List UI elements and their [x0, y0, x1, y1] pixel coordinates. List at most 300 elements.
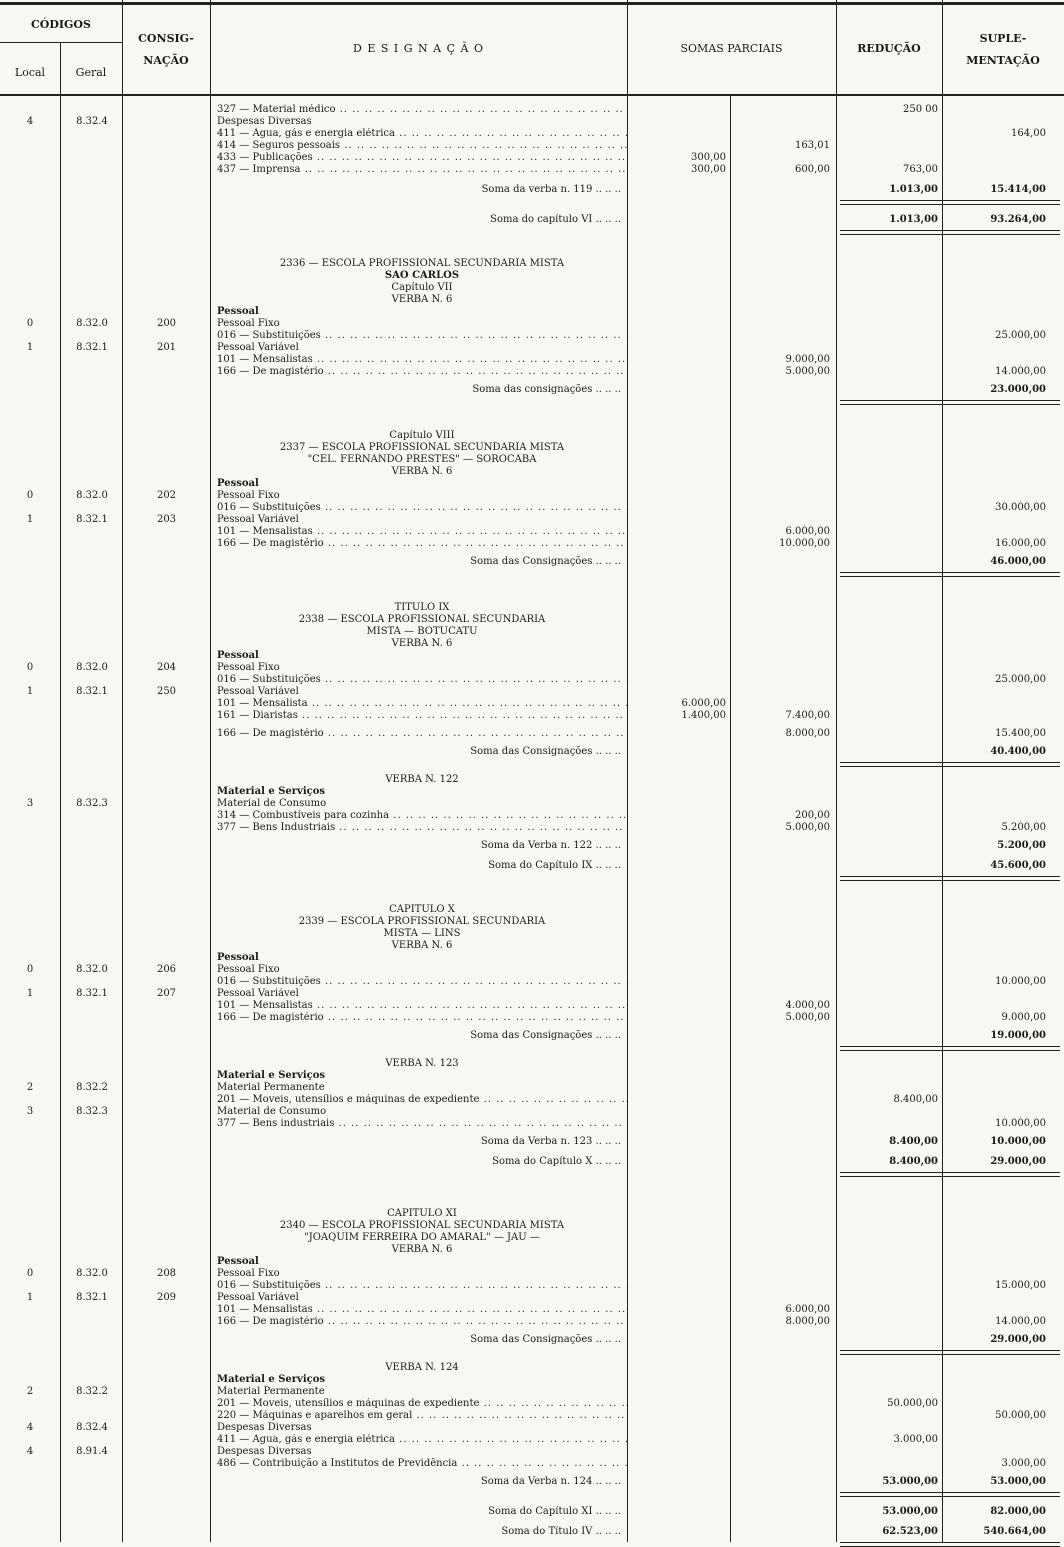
total-rule [840, 1046, 1060, 1047]
code-local: 0 [26, 490, 34, 501]
suplementacao-value: 29.000,00 [990, 1334, 1046, 1345]
suplementacao-value: 10.000,00 [990, 1136, 1046, 1147]
table-row [0, 1058, 1064, 1070]
designacao-text: Soma da verba n. 119 .. .. [217, 184, 627, 196]
total-rule [840, 1492, 1060, 1493]
total-rule [840, 1176, 1060, 1177]
table-row [0, 466, 1064, 478]
total-rule [840, 766, 1060, 767]
header-consignacao-1: CONSIG- [138, 32, 194, 45]
table-row [0, 306, 1064, 318]
consignacao-code: 204 [156, 662, 177, 673]
designacao-text: 377 — Bens industriais .. .. [217, 1118, 627, 1130]
designacao-text: Pessoal [217, 478, 259, 489]
designacao-text: Pessoal Variável [217, 514, 299, 525]
code-local: 0 [26, 1268, 34, 1279]
soma-parcial-2-value: 163,01 [795, 140, 830, 151]
table-row [0, 1280, 1064, 1292]
suplementacao-value: 10.000,00 [995, 976, 1046, 987]
designacao-text: 327 — Material médico .. .. [217, 104, 627, 116]
soma-parcial-2-value: 8.000,00 [785, 1316, 830, 1327]
table-row [0, 366, 1064, 378]
soma-parcial-1-value: 6.000,00 [681, 698, 726, 709]
header-geral: Geral [75, 66, 107, 79]
table-row [0, 928, 1064, 940]
designacao-text: Material de Consumo [217, 798, 327, 809]
designacao-text: Capítulo VIII [389, 430, 455, 441]
table-row [0, 860, 1064, 872]
table-row [0, 1292, 1064, 1304]
code-geral: 8.32.0 [76, 1268, 108, 1279]
code-local: 4 [26, 116, 34, 127]
designacao-text: 101 — Mensalistas .. .. [217, 1304, 627, 1316]
code-geral: 8.32.0 [76, 662, 108, 673]
designacao-text: 016 — Substituições .. .. [217, 976, 627, 988]
code-geral: 8.32.1 [76, 514, 108, 525]
table-row [0, 1256, 1064, 1268]
reducao-value: 1.013,00 [889, 184, 938, 195]
reducao-value: 8.400,00 [893, 1094, 938, 1105]
soma-parcial-1-value: 1.400,00 [681, 710, 726, 721]
reducao-value: 50.000,00 [887, 1398, 938, 1409]
designacao-text: Material e Serviços [217, 1374, 326, 1385]
header-somas-parciais: SOMAS PARCIAIS [680, 42, 783, 55]
table-row [0, 104, 1064, 116]
table-row [0, 270, 1064, 282]
designacao-text: 166 — De magistério .. .. [217, 366, 627, 378]
designacao-text: 016 — Substituições .. .. [217, 1280, 627, 1292]
suplementacao-value: 25.000,00 [995, 674, 1046, 685]
consignacao-code: 250 [156, 686, 177, 697]
table-row [0, 810, 1064, 822]
table-row [0, 330, 1064, 342]
code-geral: 8.32.1 [76, 988, 108, 999]
code-geral: 8.32.2 [76, 1386, 108, 1397]
table-row [0, 1362, 1064, 1374]
total-rule [840, 234, 1060, 235]
designacao-text: Soma da Verba n. 122 .. .. [217, 840, 627, 852]
table-row [0, 786, 1064, 798]
table-row [0, 1000, 1064, 1012]
table-row [0, 1334, 1064, 1346]
table-row [0, 214, 1064, 226]
designacao-text: Soma da Verba n. 123 .. .. [217, 1136, 627, 1148]
total-rule [840, 1496, 1060, 1497]
designacao-text: VERBA N. 6 [391, 638, 453, 649]
suplementacao-value: 5.200,00 [997, 840, 1046, 851]
consignacao-code: 207 [156, 988, 177, 999]
table-row [0, 1232, 1064, 1244]
code-local: 3 [26, 798, 34, 809]
reducao-value: 62.523,00 [882, 1526, 938, 1537]
table-row [0, 746, 1064, 758]
suplementacao-value: 10.000,00 [995, 1118, 1046, 1129]
table-row [0, 430, 1064, 442]
designacao-text: 101 — Mensalista .. .. [217, 698, 627, 710]
designacao-text: 201 — Moveis, utensílios e máquinas de expediente .. .. [217, 1398, 627, 1410]
suplementacao-value: 14.000,00 [995, 1316, 1046, 1327]
suplementacao-value: 15.000,00 [995, 1280, 1046, 1291]
table-row [0, 988, 1064, 1000]
designacao-text: Pessoal Fixo [217, 964, 280, 975]
designacao-text: 166 — De magistério .. .. [217, 1316, 627, 1328]
table-row [0, 258, 1064, 270]
table-row [0, 1094, 1064, 1106]
table-row [0, 916, 1064, 928]
designacao-text: 486 — Contribuição a Institutos de Previdência .. .. [217, 1458, 627, 1470]
designacao-text: Material de Consumo [217, 1106, 327, 1117]
designacao-text: 2338 — ESCOLA PROFISSIONAL SECUNDARIA [298, 614, 546, 625]
table-row [0, 526, 1064, 538]
code-geral: 8.32.4 [76, 116, 108, 127]
designacao-text: Pessoal Variável [217, 342, 299, 353]
code-local: 2 [26, 1082, 34, 1093]
soma-parcial-2-value: 5.000,00 [785, 366, 830, 377]
designacao-text: Soma do Capítulo IX .. .. [217, 860, 627, 872]
table-row [0, 140, 1064, 152]
total-rule [840, 204, 1060, 205]
code-local: 0 [26, 662, 34, 673]
header-suplementacao-2: MENTAÇÃO [966, 54, 1040, 67]
designacao-text: VERBA N. 124 [385, 1362, 459, 1373]
table-row [0, 1316, 1064, 1328]
table-row [0, 1220, 1064, 1232]
suplementacao-value: 29.000,00 [990, 1156, 1046, 1167]
designacao-text: Soma do Capítulo X .. .. [217, 1156, 627, 1168]
code-local: 0 [26, 318, 34, 329]
consignacao-code: 201 [156, 342, 177, 353]
suplementacao-value: 93.264,00 [990, 214, 1046, 225]
table-row [0, 1434, 1064, 1446]
designacao-text: Pessoal [217, 306, 259, 317]
reducao-value: 250 00 [903, 104, 938, 115]
suplementacao-value: 45.600,00 [990, 860, 1046, 871]
consignacao-code: 206 [156, 964, 177, 975]
table-row [0, 1398, 1064, 1410]
designacao-text: VERBA N. 6 [391, 294, 453, 305]
table-row [0, 478, 1064, 490]
table-row [0, 1012, 1064, 1024]
designacao-text: VERBA N. 123 [385, 1058, 459, 1069]
code-geral: 8.32.0 [76, 318, 108, 329]
designacao-text: 166 — De magistério .. .. [217, 728, 627, 740]
table-row [0, 1410, 1064, 1422]
designacao-text: 2339 — ESCOLA PROFISSIONAL SECUNDARIA [298, 916, 546, 927]
soma-parcial-2-value: 7.400,00 [785, 710, 830, 721]
code-local: 3 [26, 1106, 34, 1117]
designacao-text: VERBA N. 6 [391, 940, 453, 951]
designacao-text: 437 — Imprensa .. .. [217, 164, 627, 176]
table-row [0, 184, 1064, 196]
consignacao-code: 203 [156, 514, 177, 525]
designacao-text: VERBA N. 6 [391, 466, 453, 477]
designacao-text: Pessoal [217, 952, 259, 963]
suplementacao-value: 40.400,00 [990, 746, 1046, 757]
code-local: 1 [26, 514, 34, 525]
table-row [0, 698, 1064, 710]
table-row [0, 556, 1064, 568]
consignacao-code: 208 [156, 1268, 177, 1279]
designacao-text: 016 — Substituições .. .. [217, 674, 627, 686]
designacao-text: 411 — Agua, gás e energia elétrica .. .. [217, 1434, 627, 1446]
designacao-text: CAPÍTULO XI [387, 1208, 457, 1219]
code-geral: 8.32.3 [76, 798, 108, 809]
reducao-value: 1.013,00 [889, 214, 938, 225]
designacao-text: 101 — Mensalistas .. .. [217, 1000, 627, 1012]
code-local: 2 [26, 1386, 34, 1397]
designacao-text: Pessoal Fixo [217, 318, 280, 329]
designacao-text: VERBA N. 122 [385, 774, 459, 785]
soma-parcial-2-value: 5.000,00 [785, 1012, 830, 1023]
reducao-value: 3.000,00 [893, 1434, 938, 1445]
table-row [0, 1458, 1064, 1470]
designacao-text: Despesas Diversas [217, 1422, 312, 1433]
soma-parcial-2-value: 9.000,00 [785, 354, 830, 365]
table-row [0, 840, 1064, 852]
soma-parcial-2-value: 200,00 [795, 810, 830, 821]
designacao-text: 166 — De magistério .. .. [217, 538, 627, 550]
table-row [0, 1082, 1064, 1094]
designacao-text: SÃO CARLOS [384, 270, 460, 281]
designacao-text: Pessoal Variável [217, 686, 299, 697]
table-row [0, 1030, 1064, 1042]
table-row [0, 1374, 1064, 1386]
designacao-text: Soma das Consignações .. .. [217, 1030, 627, 1042]
table-row [0, 454, 1064, 466]
table-row [0, 940, 1064, 952]
total-rule [840, 572, 1060, 573]
designacao-text: VERBA N. 6 [391, 1244, 453, 1255]
table-row [0, 1136, 1064, 1148]
total-rule [840, 876, 1060, 877]
header-local: Local [14, 66, 46, 79]
designacao-text: Pessoal Fixo [217, 662, 280, 673]
code-local: 1 [26, 686, 34, 697]
designacao-text: Pessoal Variável [217, 1292, 299, 1303]
table-row [0, 442, 1064, 454]
reducao-value: 53.000,00 [882, 1506, 938, 1517]
designacao-text: 2340 — ESCOLA PROFISSIONAL SECUNDARIA MISTA [279, 1220, 565, 1231]
suplementacao-value: 9.000,00 [1001, 1012, 1046, 1023]
suplementacao-value: 23.000,00 [990, 384, 1046, 395]
table-row [0, 904, 1064, 916]
soma-parcial-2-value: 4.000,00 [785, 1000, 830, 1011]
designacao-text: Material Permanente [217, 1386, 325, 1397]
table-row [0, 164, 1064, 176]
suplementacao-value: 46.000,00 [990, 556, 1046, 567]
soma-parcial-2-value: 5.000,00 [785, 822, 830, 833]
soma-parcial-1-value: 300,00 [691, 164, 726, 175]
table-row [0, 128, 1064, 140]
designacao-text: "JOAQUIM FERREIRA DO AMARAL" — JAÚ — [304, 1232, 540, 1243]
code-geral: 8.32.1 [76, 342, 108, 353]
table-row [0, 798, 1064, 810]
designacao-text: Pessoal [217, 650, 259, 661]
total-rule [840, 1050, 1060, 1051]
table-row [0, 976, 1064, 988]
designacao-text: Material Permanente [217, 1082, 325, 1093]
designacao-text: Pessoal Fixo [217, 1268, 280, 1279]
total-rule [840, 1172, 1060, 1173]
code-local: 1 [26, 342, 34, 353]
suplementacao-value: 53.000,00 [990, 1476, 1046, 1487]
table-row [0, 152, 1064, 164]
code-geral: 8.32.4 [76, 1422, 108, 1433]
designacao-text: Soma das Consignações .. .. [217, 556, 627, 568]
header-reducao: REDUÇÃO [857, 42, 921, 55]
table-row [0, 1446, 1064, 1458]
designacao-text: 016 — Substituições .. .. [217, 502, 627, 514]
reducao-value: 8.400,00 [889, 1136, 938, 1147]
code-local: 4 [26, 1446, 34, 1457]
designacao-text: Despesas Diversas [217, 1446, 312, 1457]
table-row [0, 1304, 1064, 1316]
code-local: 0 [26, 964, 34, 975]
designacao-text: MISTA — LINS [383, 928, 461, 939]
designacao-text: 166 — De magistério .. .. [217, 1012, 627, 1024]
designacao-text: Material e Serviços [217, 1070, 326, 1081]
designacao-text: Soma do Capítulo XI .. .. [217, 1506, 627, 1518]
total-rule [840, 230, 1060, 231]
table-row [0, 614, 1064, 626]
table-row [0, 490, 1064, 502]
table-row [0, 662, 1064, 674]
designacao-text: Soma da Verba n. 124 .. .. [217, 1476, 627, 1488]
designacao-text: 016 — Substituições .. .. [217, 330, 627, 342]
table-row [0, 1070, 1064, 1082]
table-row [0, 964, 1064, 976]
table-row [0, 686, 1064, 698]
designacao-text: 314 — Combustíveis para cozinha .. .. [217, 810, 627, 822]
designacao-text: CAPÍTULO X [389, 904, 455, 915]
designacao-text: 101 — Mensalistas .. .. [217, 354, 627, 366]
code-local: 1 [26, 1292, 34, 1303]
suplementacao-value: 82.000,00 [990, 1506, 1046, 1517]
table-row [0, 728, 1064, 740]
header-consignacao-2: NAÇÃO [143, 54, 189, 67]
table-row [0, 502, 1064, 514]
designacao-text: 220 — Máquinas e aparelhos em geral .. .. [217, 1410, 627, 1422]
table-row [0, 1156, 1064, 1168]
code-local: 4 [26, 1422, 34, 1433]
suplementacao-value: 540.664,00 [983, 1526, 1046, 1537]
header-designacao: D E S I G N A Ç Ã O [353, 42, 484, 55]
table-row [0, 354, 1064, 366]
table-row [0, 1386, 1064, 1398]
table-row [0, 1106, 1064, 1118]
designacao-text: 414 — Seguros pessoais .. .. [217, 140, 627, 152]
designacao-text: Pessoal Variável [217, 988, 299, 999]
designacao-text: 411 — Agua, gás e energia elétrica .. .. [217, 128, 627, 140]
consignacao-code: 209 [156, 1292, 177, 1303]
table-row [0, 1208, 1064, 1220]
table-row [0, 1476, 1064, 1488]
table-row [0, 774, 1064, 786]
table-row [0, 952, 1064, 964]
designacao-text: Soma das Consignações .. .. [217, 1334, 627, 1346]
suplementacao-value: 50.000,00 [995, 1410, 1046, 1421]
total-rule [840, 880, 1060, 881]
table-row [0, 1268, 1064, 1280]
suplementacao-value: 3.000,00 [1001, 1458, 1046, 1469]
soma-parcial-2-value: 6.000,00 [785, 1304, 830, 1315]
table-row [0, 710, 1064, 722]
codigos-divider [0, 42, 122, 43]
table-row [0, 538, 1064, 550]
table-row [0, 318, 1064, 330]
total-rule [840, 576, 1060, 577]
designacao-text: Capítulo VII [391, 282, 453, 293]
suplementacao-value: 19.000,00 [990, 1030, 1046, 1041]
consignacao-code: 200 [156, 318, 177, 329]
designacao-text: Pessoal Fixo [217, 490, 280, 501]
designacao-text: "CEL. FERNANDO PRESTES" — SOROCABA [307, 454, 537, 465]
suplementacao-value: 16.000,00 [995, 538, 1046, 549]
designacao-text: 2336 — ESCOLA PROFISSIONAL SECUNDARIA MISTA [279, 258, 565, 269]
designacao-text: MISTA — BOTUCATU [366, 626, 478, 637]
soma-parcial-2-value: 6.000,00 [785, 526, 830, 537]
soma-parcial-2-value: 600,00 [795, 164, 830, 175]
table-row [0, 638, 1064, 650]
total-rule [840, 1350, 1060, 1351]
code-geral: 8.32.1 [76, 686, 108, 697]
designacao-text: Soma do capítulo VI .. .. [217, 214, 627, 226]
designacao-text: Soma do Título IV .. .. [217, 1526, 627, 1538]
code-geral: 8.91.4 [76, 1446, 108, 1457]
suplementacao-value: 15.414,00 [990, 184, 1046, 195]
reducao-value: 8.400,00 [889, 1156, 938, 1167]
table-row [0, 626, 1064, 638]
total-rule [840, 404, 1060, 405]
table-row [0, 1526, 1064, 1538]
suplementacao-value: 25.000,00 [995, 330, 1046, 341]
suplementacao-value: 15.400,00 [995, 728, 1046, 739]
table-row [0, 342, 1064, 354]
designacao-text: Material e Serviços [217, 786, 326, 797]
designacao-text: 2337 — ESCOLA PROFISSIONAL SECUNDARIA MISTA [279, 442, 565, 453]
table-row [0, 1244, 1064, 1256]
total-rule [840, 762, 1060, 763]
designacao-text: 101 — Mensalistas .. .. [217, 526, 627, 538]
code-geral: 8.32.0 [76, 964, 108, 975]
header-codigos: CÓDIGOS [31, 18, 91, 31]
total-rule [840, 1542, 1060, 1543]
designacao-text: 161 — Diaristas .. .. [217, 710, 627, 722]
header-bottom-border [0, 94, 1064, 96]
header-suplementacao-1: SUPLE- [979, 32, 1027, 45]
designacao-text: Pessoal [217, 1256, 259, 1267]
table-row [0, 822, 1064, 834]
table-row [0, 1506, 1064, 1518]
table-row [0, 514, 1064, 526]
table-row [0, 650, 1064, 662]
soma-parcial-2-value: 8.000,00 [785, 728, 830, 739]
soma-parcial-2-value: 10.000,00 [779, 538, 830, 549]
total-rule [840, 400, 1060, 401]
code-geral: 8.32.1 [76, 1292, 108, 1303]
designacao-text: 201 — Moveis, utensílios e máquinas de expediente .. .. [217, 1094, 627, 1106]
table-row [0, 674, 1064, 686]
code-local: 1 [26, 988, 34, 999]
table-row [0, 1118, 1064, 1130]
top-border [0, 2, 1064, 5]
suplementacao-value: 14.000,00 [995, 366, 1046, 377]
table-row [0, 1422, 1064, 1434]
table-row [0, 602, 1064, 614]
designacao-text: Soma das Consignações .. .. [217, 746, 627, 758]
code-geral: 8.32.3 [76, 1106, 108, 1117]
code-geral: 8.32.0 [76, 490, 108, 501]
